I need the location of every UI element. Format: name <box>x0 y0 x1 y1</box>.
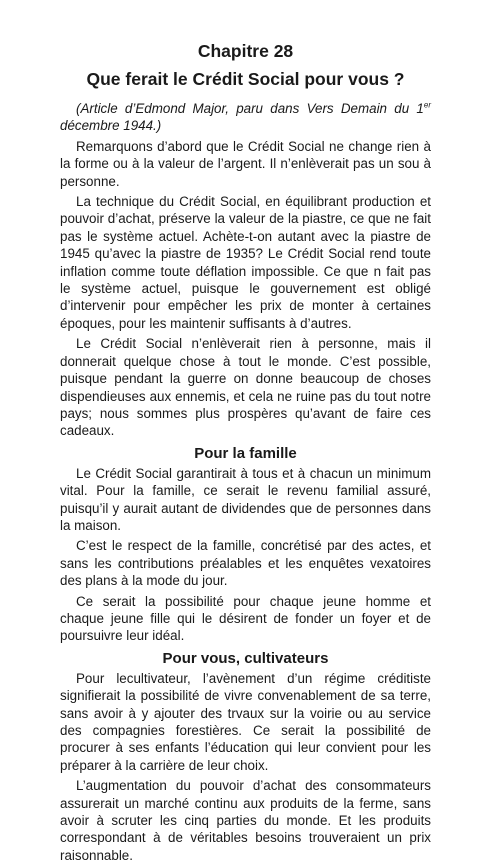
paragraph-2: La technique du Crédit Social, en équilibrant production et pouvoir d’achat, préserve la valeur de la piastre, ce que ne fait pas le système actuel. Achète-t-on autant avec la piastre de 1945 qu’avec la piastre de 1935? Le Crédit Social rend toute inflation comme toute déflation impossible. Ce que n fait pas le système actuel, puisque le gouvernement est obligé d’intervenir pour empêcher les prix de monter à certaines époques, pour les maintenir suffisants à d’autres. <box>60 194 431 331</box>
chapter-number: Chapitre 28 <box>197 41 294 61</box>
section-heading-famille: Pour la famille <box>194 444 297 462</box>
section-heading-cultivateurs: Pour vous, cultivateurs <box>162 649 329 667</box>
page <box>60 40 431 867</box>
paragraph-1: Remarquons d’abord que le Crédit Social ne change rien à la forme ou à la valeur de l’argent. Il n’enlèverait pas un sou à personne. <box>60 138 431 189</box>
cultivateurs-paragraph-2: L’augmentation du pouvoir d’achat des consommateurs assurerait un marché continu aux produits de la ferme, sans avoir à scruter les cinq parties du monde. Et les produits correspondant à de véritables besoins trouveraient un prix raisonnable. <box>60 778 431 863</box>
intro-text-start: (Article d’Edmond Major, paru dans Vers Demain du 1 <box>76 101 424 116</box>
article-source-note <box>60 100 431 135</box>
chapter-title: Que ferait le Crédit Social pour vous ? <box>86 69 405 89</box>
intro-superscript: er <box>423 100 431 110</box>
famille-paragraph-3: Ce serait la possibilité pour chaque jeune homme et chaque jeune fille qui le désirent de fonder un foyer et de poursuivre leur idéal. <box>60 593 431 644</box>
famille-paragraph-2: C’est le respect de la famille, concrétisé par des actes, et sans les contributions préalables et les enquêtes vexatoires des plans à la mode du jour. <box>60 538 431 589</box>
famille-paragraph-1: Le Crédit Social garantirait à tous et à chacun un minimum vital. Pour la famille, ce serait le revenu familial assuré, puisqu’il y aurait autant de dividendes que de personnes dans la maison. <box>60 465 431 533</box>
cultivateurs-paragraph-1: Pour lecultivateur, l’avènement d’un régime créditiste signifierait la possibilité de vivre convenablement de sa terre, sans avoir à y ajouter des trvaux sur la voirie ou au service des compagnies forestières. Ce serait la possibilité de procurer à ses enfants l’éducation qui leur convient pour les préparer à la carrière de leur choix. <box>60 670 431 773</box>
paragraph-3: Le Crédit Social n’enlèverait rien à personne, mais il donnerait quelque chose à tout le monde. C’est possible, puisque pendant la guerre on donne beaucoup de choses dispendieuses aux ennemis, et cela ne ruine pas du tout notre pays; nous sommes plus prospères qu’avant de faire ces cadeaux. <box>60 336 431 439</box>
intro-text-end: décembre 1944.) <box>60 118 162 134</box>
